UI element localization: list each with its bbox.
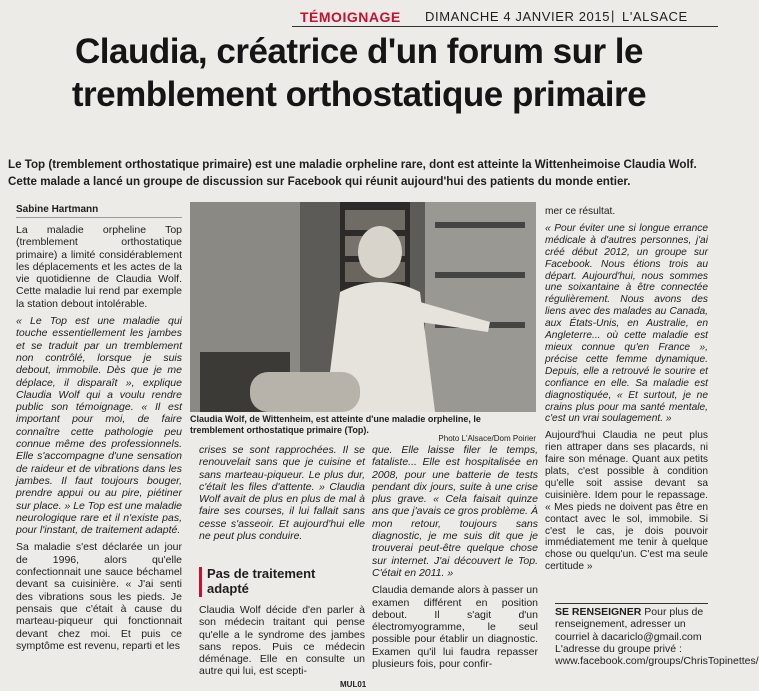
author-byline: Sabine Hartmann: [16, 204, 99, 215]
article-photo: [190, 202, 536, 412]
paragraph: Sa maladie s'est déclarée un jour de 1996, alors qu'elle confectionnait une sauce béchamel devant sa cuisinière. « J'ai senti des vibrations sous les pieds. Je pensais que c'était à cause du marteau-piqueur qui fonctionnait devant chez moi. Et puis ce symptôme est revenu, reparti et les: [16, 541, 182, 652]
info-label: SE RENSEIGNER: [555, 606, 642, 618]
column-2b: [199, 604, 365, 683]
section-subhead: [207, 566, 315, 596]
photo-caption: Claudia Wolf, de Wittenheim, est atteinte d'une maladie orpheline, le tremblement orthostatique primaire (Top).: [190, 414, 481, 436]
subhead-marker: [199, 567, 202, 597]
photo-credit: Photo L'Alsace/Dom Poirier: [438, 434, 536, 443]
paragraph: Aujourd'hui Claudia ne peut plus rien attraper dans ses placards, ni faire son ménage. Quant aux petits plats, c'est possible à condition qu'elle soit assise devant sa cuisinière. Idem pour le repassage. « Mes pieds ne doivent pas être en contact avec le sol, immobile. Si c'est le cas, je dois pouvoir immédiatement me tenir à quelque chose ou quelqu'un. C'est ma seule certitude »: [545, 430, 708, 573]
newspaper-name: L'ALSACE: [622, 9, 688, 24]
article-title: [0, 30, 718, 116]
byline-rule: [16, 217, 182, 218]
title-line-2: tremblement orthostatique primaire: [71, 75, 647, 114]
info-rule: [555, 603, 708, 604]
column-4: [545, 206, 708, 578]
paragraph: « Pour éviter une si longue errance médicale à d'autres personnes, j'ai créé début 2012, un groupe sur Facebook. Nous étions trois au départ. Aujourd'hui, nous sommes une soixantaine à être connectée régulièrement. Nous avons des liens avec des malades au Canada, aux États-Unis, en Australie, en Angleterre... où cette maladie est mieux connue qu'en France », précise cette femme dynamique. Depuis, elle a retrouvé le sourire et confiance en elle. Sa maladie est diagnostiquée, « Et surtout, je ne crains plus pour ma santé mentale, c'est un vrai soulagement. »: [545, 222, 708, 425]
photo-illustration: [190, 202, 536, 412]
paragraph: Claudia demande alors à passer un examen différent en position debout. Il s'agit d'un électromyogramme, le seul possible pour établir un diagnostic. Examen qu'il lui faudra repasser plusieurs fois, pour confir-: [372, 584, 538, 671]
paragraph: La maladie orpheline Top (tremblement orthostatique primaire) a limité considérablement les déplacements et les actes de la vie quotidienne de Claudia Wolf. Cette maladie lui rend par exemple la station debout intolérable.: [16, 224, 182, 310]
info-box: [555, 606, 759, 668]
page-folio: MUL01: [340, 680, 367, 689]
column-2: [199, 444, 365, 547]
column-3: [372, 444, 538, 675]
paragraph: « Le Top est une maladie qui touche essentiellement les jambes et se traduit par un tremblement non contrôlé, lorsque je suis debout, immobile. Dès que je me déplace, il disparaît », explique Claudia Wolf qui a voulu rendre public son témoignage. « Il est important pour moi, de faire connaître cette pathologie peu connue même des professionnels. Elle s'accompagne d'une sensation de raideur et de vibrations dans les jambes. Il faut toujours bouger, prendre appui ou au pire, piétiner sur place. » Le Top est une maladie neurologique rare et il n'existe pas, pour l'instant, de traitement adapté.: [16, 315, 182, 537]
article-lead: Le Top (tremblement orthostatique primaire) est une maladie orpheline rare, dont est atteinte la Wittenheimoise Claudia Wolf. Cette malade a lancé un groupe de discussion sur Facebook qui réunit aujourd'hui des patients du monde entier.: [8, 158, 697, 188]
section-label: TÉMOIGNAGE: [300, 9, 401, 25]
info-text: Pour plus de renseignement, adresser un courriel à dacariclo@gmail.com L'adresse du groupe privé : www.facebook.com/groups/ChrisTopinettes/: [555, 606, 759, 668]
paragraph: crises se sont rapprochées. Il se renouvelait sans que je cuisine et sans marteau-piqueur. Le plus dur, c'était les files d'attente. » Claudia Wolf avait de plus en plus de mal à faire ses courses, il lui fallait sans cesse s'asseoir. Et aujourd'hui elle ne peut plus conduire.: [199, 444, 365, 543]
subhead-line-1: Pas de traitement: [207, 566, 316, 581]
issue-date: DIMANCHE 4 JANVIER 2015: [425, 9, 611, 24]
paragraph: mer ce résultat.: [545, 206, 616, 217]
title-line-1: Claudia, créatrice d'un forum sur le: [75, 32, 643, 71]
paragraph: que. Elle laisse filer le temps, fataliste... Elle est hospitalisée en 2008, pour une batterie de tests pendant dix jours, suite à une crise plus grave. « Cela faisait quinze ans que j'avais ce gros problème. À mon retour, toujours sans diagnostic, je me suis dit que je trouverai peut-être quelque chose sur internet. J'ai découvert le Top. C'était en 2011. »: [372, 444, 539, 579]
column-1: [16, 224, 182, 657]
header-separator: |: [611, 8, 615, 23]
subhead-line-2: adapté: [207, 581, 249, 596]
paragraph: Claudia Wolf décide d'en parler à son médecin traitant qui pense qu'elle a le syndrome des jambes sans repos. Puis ce médecin déménage. Elle en consulte un autre qui lui, est scepti-: [199, 604, 365, 678]
header-rule: [292, 26, 718, 27]
